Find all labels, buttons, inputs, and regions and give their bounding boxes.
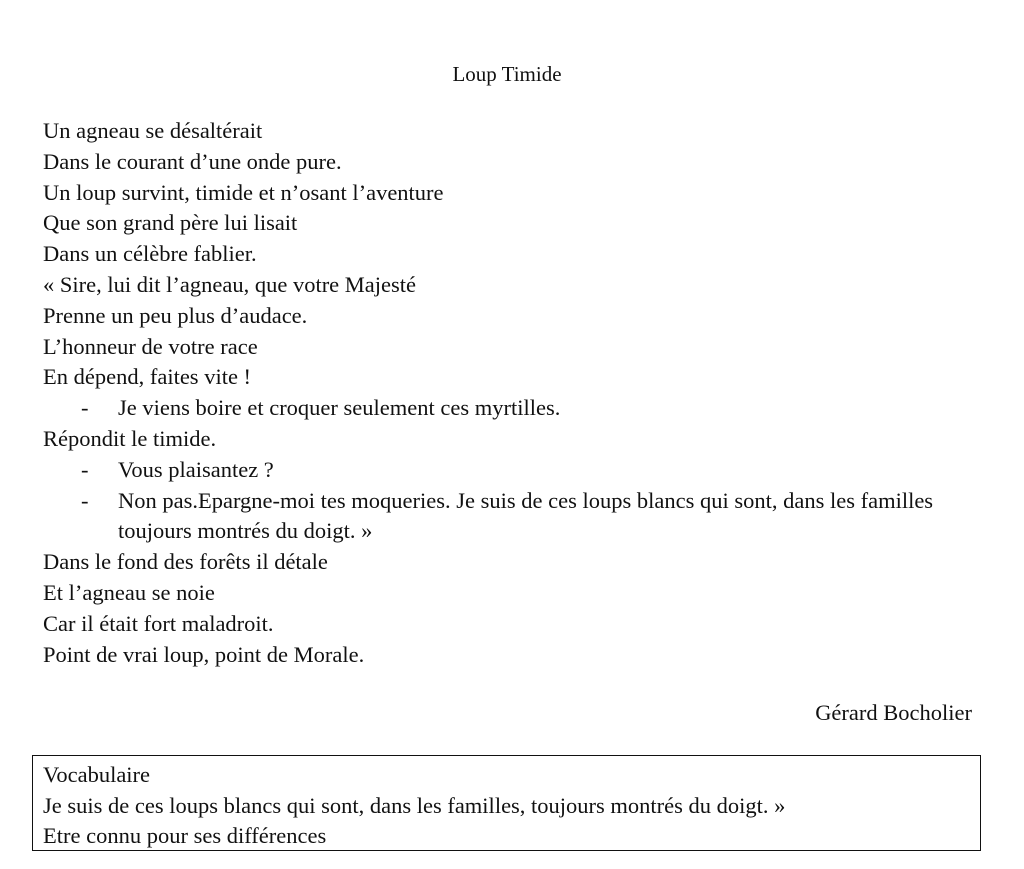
poem-line: Dans le courant d’une onde pure.: [43, 148, 342, 174]
vocabulary-box: [32, 755, 981, 851]
dialogue-line: [43, 393, 983, 424]
poem-line: Répondit le timide.: [43, 425, 217, 451]
vocabulary-meaning: Etre connu pour ses différences: [43, 823, 327, 848]
vocabulary-heading: Vocabulaire: [43, 762, 151, 787]
dialogue-dash: -: [81, 395, 89, 421]
poem-line: Et l’agneau se noie: [43, 579, 215, 605]
dialogue-dash: -: [81, 487, 89, 513]
poem-line: Car il était fort maladroit.: [43, 610, 274, 636]
dialogue-text: Je viens boire et croquer seulement ces myrtilles.: [118, 395, 561, 421]
author-name: Gérard Bocholier: [815, 700, 972, 725]
dialogue-dash: -: [81, 456, 89, 482]
vocabulary-phrase: Je suis de ces loups blancs qui sont, dans les familles, toujours montrés du doigt. »: [43, 792, 786, 818]
poem-line: Point de vrai loup, point de Morale.: [43, 641, 365, 667]
dialogue-text: Non pas.Epargne-moi tes moqueries. Je suis de ces loups blancs qui sont, dans les familles toujours montrés du doigt. »: [118, 487, 934, 544]
poem-line: Que son grand père lui lisait: [43, 210, 298, 236]
dialogue-line: [43, 486, 983, 548]
dialogue-text: Vous plaisantez ?: [118, 456, 274, 482]
poem-line: En dépend, faites vite !: [43, 364, 252, 390]
poem-title: Loup Timide: [452, 62, 562, 86]
poem-body: [43, 116, 983, 670]
poem-line: Un agneau se désaltérait: [43, 118, 263, 143]
poem-line: Dans le fond des forêts il détale: [43, 549, 328, 575]
poem-line: Dans un célèbre fablier.: [43, 241, 257, 267]
poem-line: « Sire, lui dit l’agneau, que votre Majesté: [43, 271, 417, 297]
poem-line: L’honneur de votre race: [43, 333, 258, 359]
poem-line: Un loup survint, timide et n’osant l’aventure: [43, 179, 444, 205]
dialogue-line: [43, 455, 983, 486]
poem-line: Prenne un peu plus d’audace.: [43, 302, 308, 328]
